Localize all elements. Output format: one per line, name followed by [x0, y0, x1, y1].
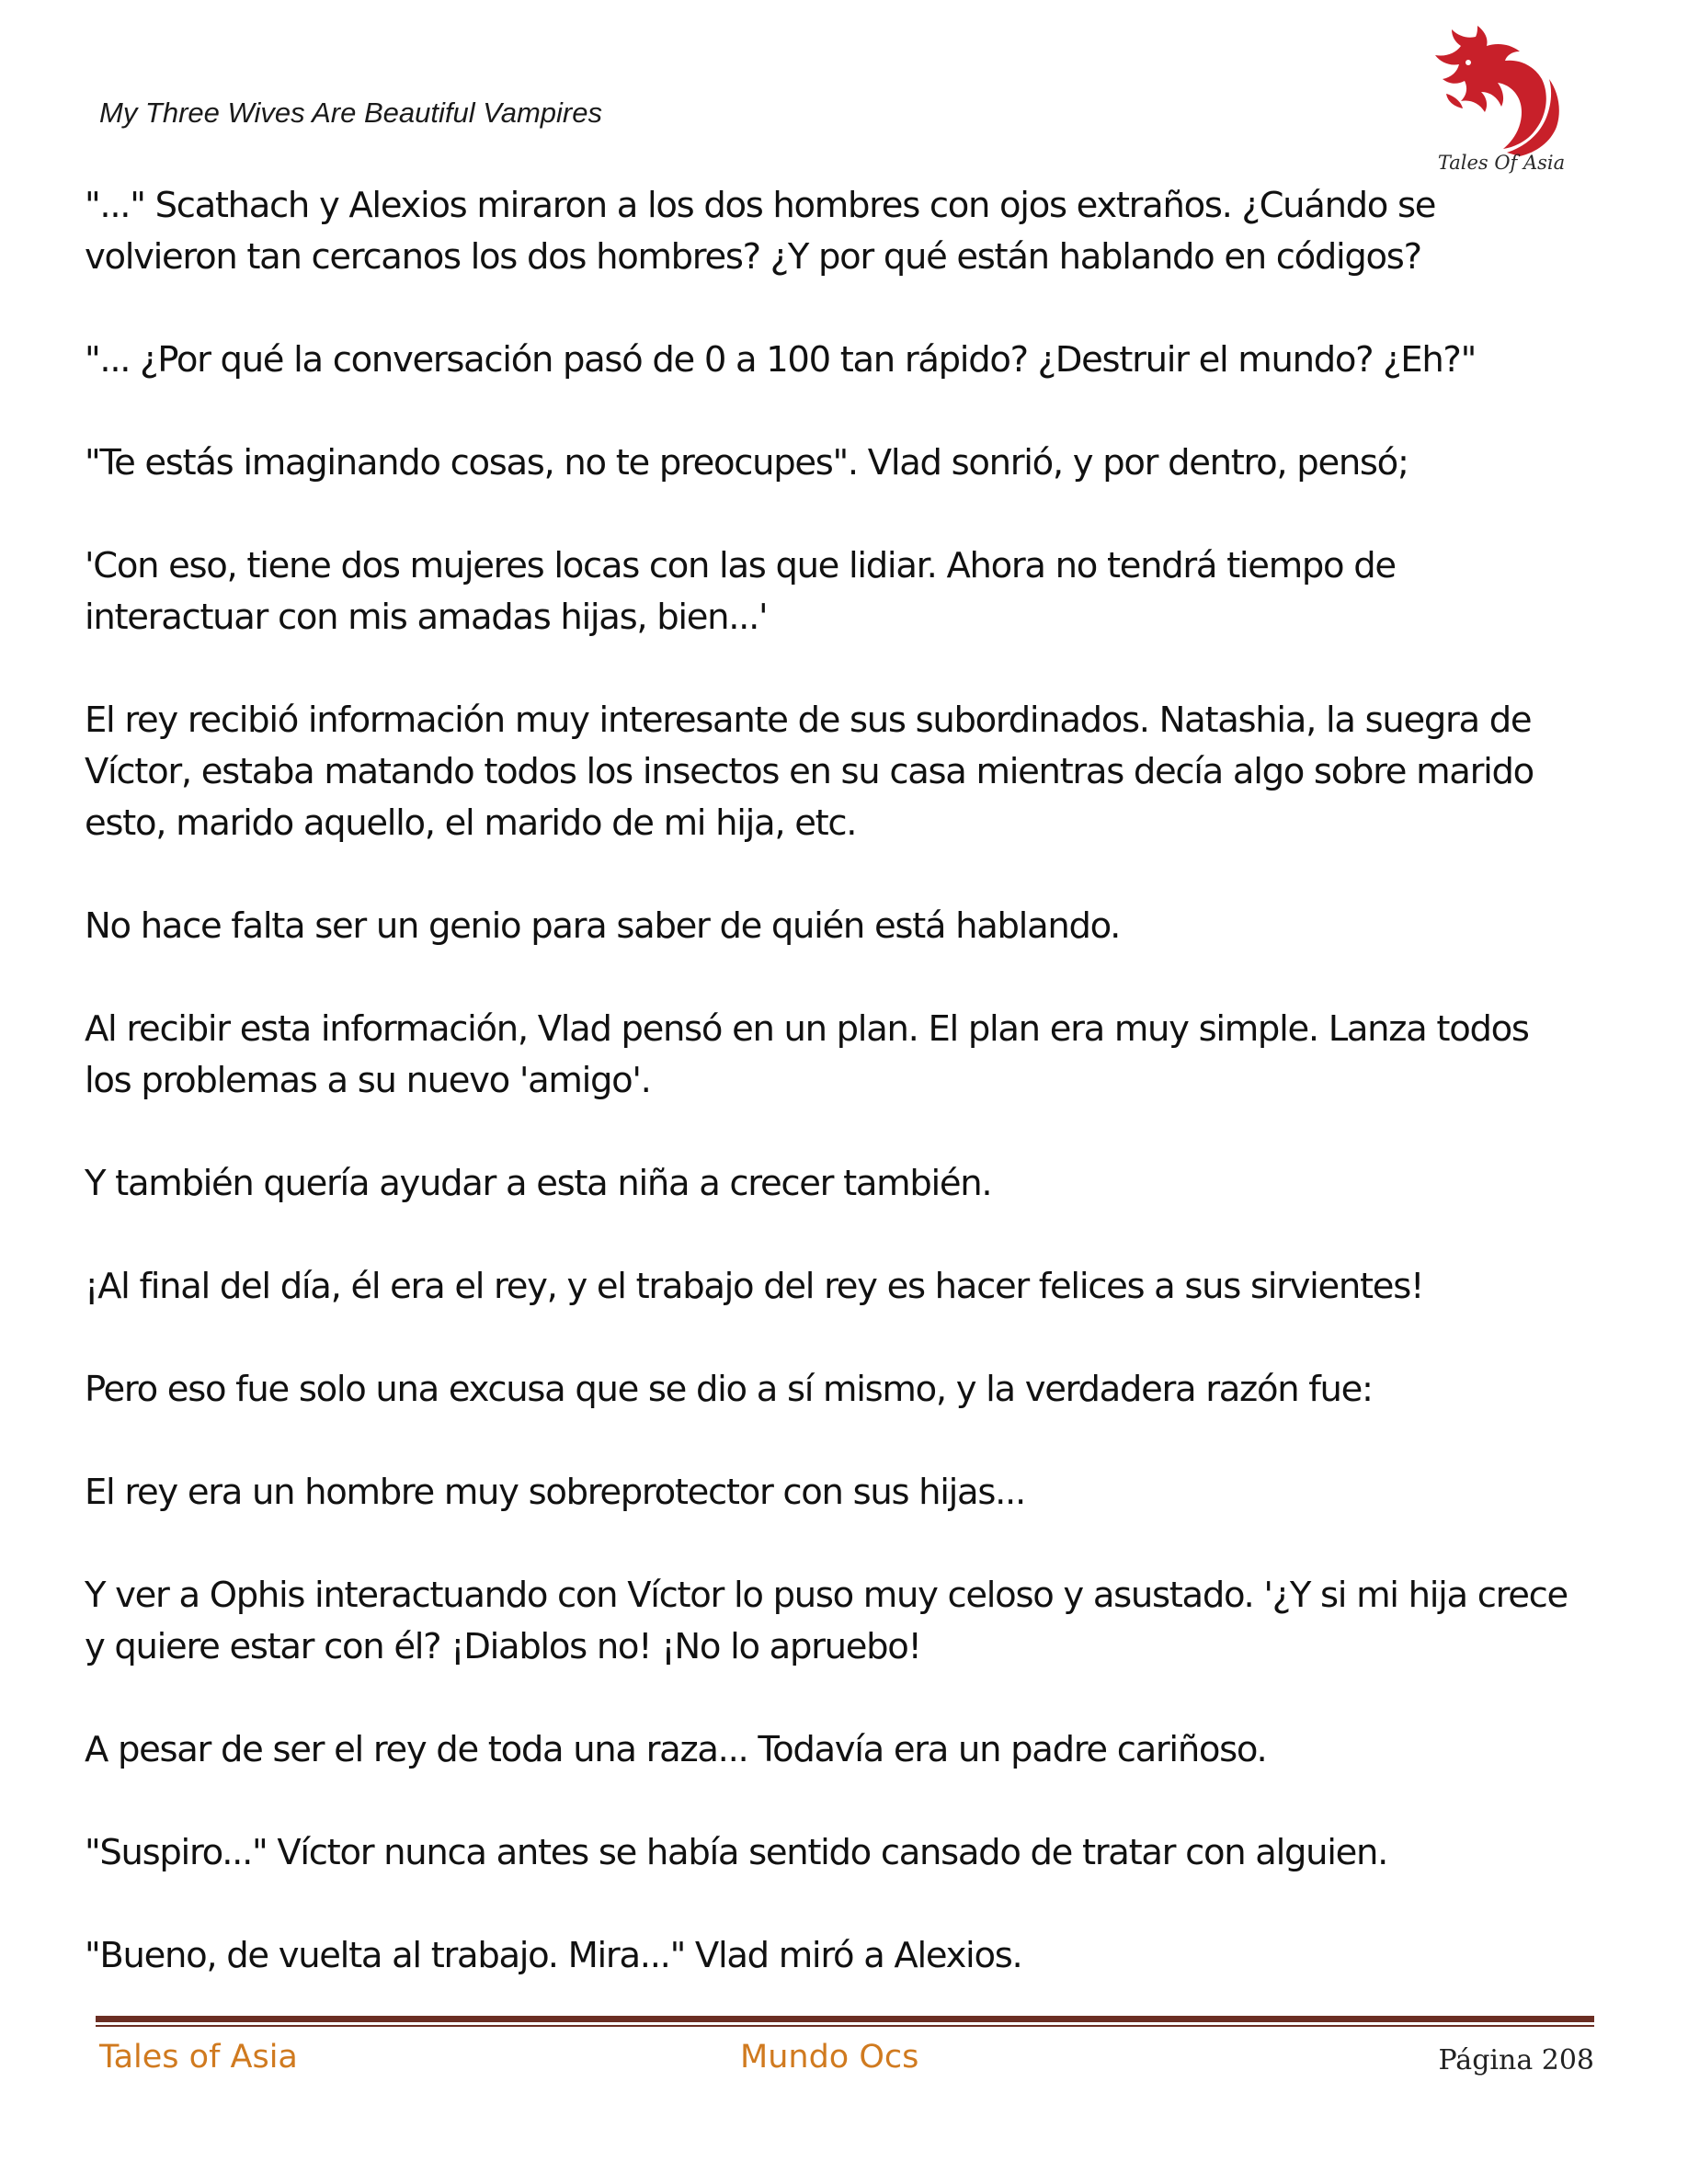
tales-of-asia-logo	[1420, 18, 1577, 179]
page-number: Página 208	[1438, 2044, 1594, 2076]
paragraph	[85, 1004, 1611, 1107]
paragraph	[85, 695, 1611, 849]
paragraph-line: Al recibir esta información, Vlad pensó en un plan. El plan era muy simple. Lanza todos	[85, 1008, 1529, 1050]
paragraph-line: "Suspiro..." Víctor nunca antes se había sentido cansado de tratar con alguien.	[85, 1832, 1388, 1873]
paragraph	[85, 1364, 1611, 1416]
paragraph-line: Y también quería ayudar a esta niña a crecer también.	[85, 1163, 992, 1204]
paragraph	[85, 438, 1611, 489]
paragraph-line: esto, marido aquello, el marido de mi hija, etc.	[85, 802, 857, 844]
paragraph-line: No hace falta ser un genio para saber de quién está hablando.	[85, 905, 1121, 947]
paragraph-line: los problemas a su nuevo 'amigo'.	[85, 1060, 651, 1101]
paragraph-line: y quiere estar con él? ¡Diablos no! ¡No lo apruebo!	[85, 1626, 921, 1667]
paragraph	[85, 1930, 1611, 1982]
paragraph	[85, 180, 1611, 283]
logo-text: Tales Of Asia	[1437, 152, 1566, 174]
paragraph-line: ¡Al final del día, él era el rey, y el trabajo del rey es hacer felices a sus sirvientes!	[85, 1266, 1424, 1307]
paragraph	[85, 901, 1611, 952]
paragraph-line: "..." Scathach y Alexios miraron a los dos hombres con ojos extraños. ¿Cuándo se	[85, 185, 1436, 226]
paragraph-line: 'Con eso, tiene dos mujeres locas con las que lidiar. Ahora no tendrá tiempo de	[85, 545, 1396, 586]
paragraph-line: "Te estás imaginando cosas, no te preocupes". Vlad sonrió, y por dentro, pensó;	[85, 442, 1409, 483]
paragraph	[85, 1467, 1611, 1519]
paragraph	[85, 1261, 1611, 1313]
paragraph-line: El rey recibió información muy interesante de sus subordinados. Natashia, la suegra de	[85, 700, 1532, 741]
paragraph-line: volvieron tan cercanos los dos hombres? ¿Y por qué están hablando en códigos?	[85, 236, 1421, 278]
footer-rule-thick	[96, 2016, 1594, 2022]
book-title: My Three Wives Are Beautiful Vampires	[99, 97, 602, 129]
paragraph-line: Y ver a Ophis interactuando con Víctor lo puso muy celoso y asustado. '¿Y si mi hija crece	[85, 1575, 1568, 1616]
paragraph-line: "Bueno, de vuelta al trabajo. Mira..." Vlad miró a Alexios.	[85, 1935, 1022, 1976]
paragraph	[85, 335, 1611, 386]
paragraph-line: "... ¿Por qué la conversación pasó de 0 a 100 tan rápido? ¿Destruir el mundo? ¿Eh?"	[85, 339, 1476, 381]
footer-publisher: Tales of Asia	[99, 2039, 298, 2076]
paragraph-line: Víctor, estaba matando todos los insectos en su casa mientras decía algo sobre marido	[85, 751, 1534, 792]
red-dragon-icon	[1420, 18, 1577, 156]
paragraph	[85, 540, 1611, 643]
paragraph	[85, 1827, 1611, 1879]
paragraph-line: A pesar de ser el rey de toda una raza... Todavía era un padre cariñoso.	[85, 1729, 1267, 1770]
paragraph	[85, 1570, 1611, 1673]
footer-site: Mundo Ocs	[740, 2039, 919, 2076]
paragraph-line: Pero eso fue solo una excusa que se dio a sí mismo, y la verdadera razón fue:	[85, 1369, 1373, 1410]
footer-rule-thin	[96, 2025, 1594, 2027]
paragraph	[85, 1158, 1611, 1210]
paragraph-line: interactuar con mis amadas hijas, bien...'	[85, 597, 768, 638]
page-body	[85, 180, 1611, 2033]
paragraph	[85, 1724, 1611, 1776]
paragraph-line: El rey era un hombre muy sobreprotector con sus hijas...	[85, 1472, 1025, 1513]
